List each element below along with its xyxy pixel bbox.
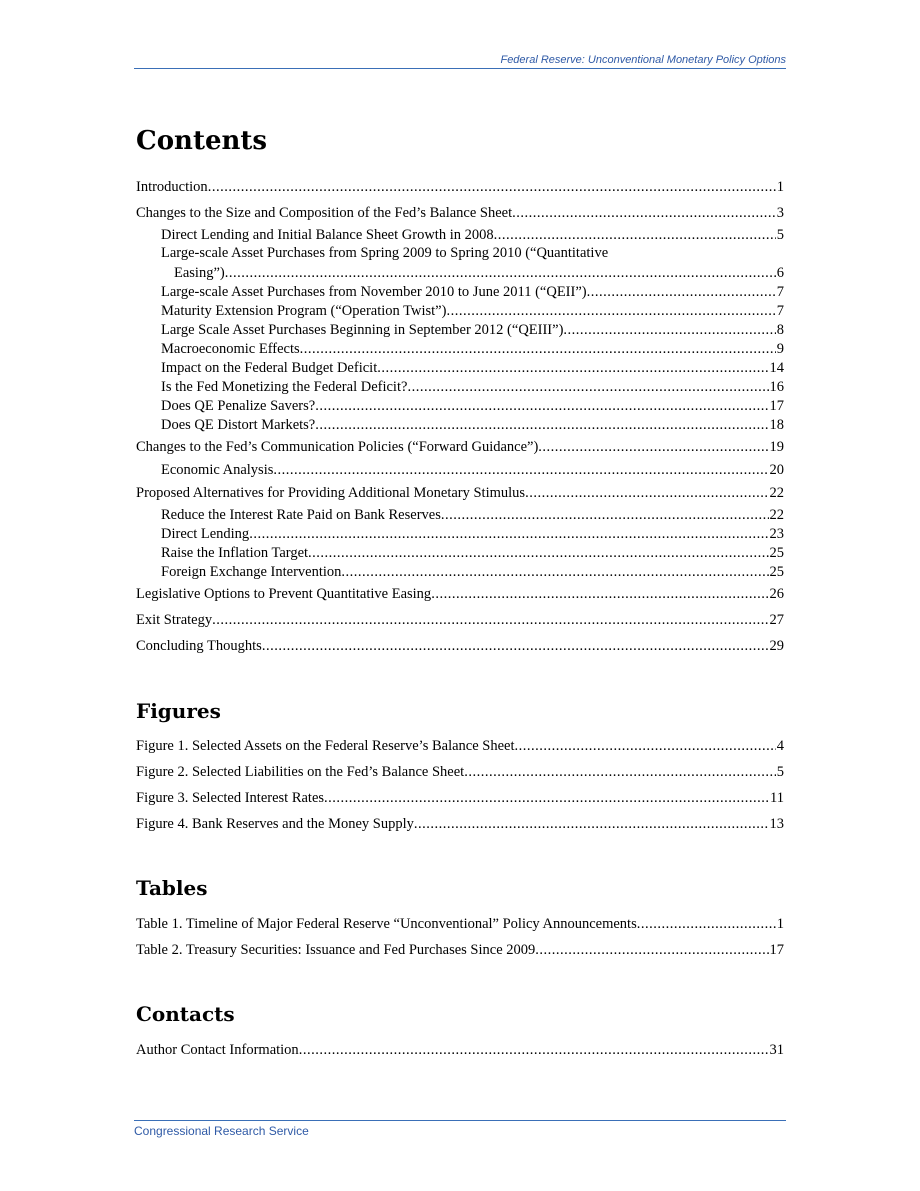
toc-leader	[249, 525, 768, 543]
toc-page-number: 7	[776, 303, 784, 319]
toc-entry-inflation-target[interactable]	[161, 544, 784, 562]
table-entry-2[interactable]	[136, 941, 784, 959]
figure-entry-3[interactable]	[136, 789, 784, 807]
contact-entry-author[interactable]	[136, 1041, 784, 1059]
toc-page-number: 9	[776, 341, 784, 357]
toc-leader	[315, 397, 768, 415]
toc-entry-direct-lending-2008[interactable]	[161, 226, 784, 244]
toc-leader	[414, 815, 769, 833]
toc-entry-macro-effects[interactable]	[161, 340, 784, 358]
toc-page-number: 7	[776, 284, 784, 300]
footer-org: Congressional Research Service	[134, 1124, 309, 1138]
contact-page-number: 31	[769, 1042, 784, 1058]
toc-leader	[515, 737, 776, 755]
table-entry-text: Table 1. Timeline of Major Federal Reserve “Unconventional” Policy Announcements	[136, 916, 637, 932]
toc-entry-distort-markets[interactable]	[161, 416, 784, 434]
contacts-heading: Contacts	[136, 1002, 235, 1026]
toc-entry-text: Concluding Thoughts	[136, 638, 262, 654]
toc-entry-text: Easing”)	[174, 265, 225, 281]
toc-page-number: 22	[769, 507, 784, 523]
toc-page-number: 18	[769, 417, 784, 433]
toc-page-number: 5	[776, 227, 784, 243]
toc-leader	[273, 461, 768, 479]
toc-entry-text: Raise the Inflation Target	[161, 545, 309, 561]
toc-leader	[341, 563, 768, 581]
toc-entry-operation-twist[interactable]	[161, 302, 784, 320]
toc-leader	[525, 484, 768, 502]
toc-entry-legislative-options[interactable]	[136, 585, 784, 603]
toc-entry-text: Changes to the Fed’s Communication Policies (“Forward Guidance”)	[136, 439, 539, 455]
table-entry-text: Table 2. Treasury Securities: Issuance and Fed Purchases Since 2009	[136, 942, 536, 958]
toc-entry-text: Changes to the Size and Composition of the Fed’s Balance Sheet	[136, 205, 513, 221]
toc-entry-monetizing[interactable]	[161, 378, 784, 396]
toc-leader	[212, 611, 768, 629]
toc-entry-economic-analysis[interactable]	[161, 461, 784, 479]
toc-entry-text: Introduction	[136, 179, 208, 195]
toc-entry-text: Proposed Alternatives for Providing Additional Monetary Stimulus	[136, 485, 526, 501]
toc-leader	[299, 1041, 769, 1059]
toc-leader	[494, 226, 776, 244]
toc-entry-text: Exit Strategy	[136, 612, 213, 628]
figure-entry-text: Figure 3. Selected Interest Rates	[136, 790, 325, 806]
figure-page-number: 13	[769, 816, 784, 832]
toc-entry-forward-guidance[interactable]	[136, 438, 784, 456]
toc-page-number: 26	[769, 586, 784, 602]
toc-entry-balance-sheet[interactable]	[136, 204, 784, 222]
figure-entry-text: Figure 2. Selected Liabilities on the Fed’s Balance Sheet	[136, 764, 465, 780]
toc-entry-concluding-thoughts[interactable]	[136, 637, 784, 655]
toc-leader	[324, 789, 769, 807]
toc-leader	[563, 321, 775, 339]
toc-entry-proposed-alternatives[interactable]	[136, 484, 784, 502]
toc-page-number: 8	[776, 322, 784, 338]
figure-page-number: 4	[776, 738, 784, 754]
toc-leader	[262, 637, 769, 655]
toc-entry-fx-intervention[interactable]	[161, 563, 784, 581]
table-page-number: 17	[769, 942, 784, 958]
toc-leader	[300, 340, 776, 358]
toc-entry-text: Large-scale Asset Purchases from November 2010 to June 2011 (“QEII”)	[161, 284, 587, 300]
toc-entry-text: Legislative Options to Prevent Quantitative Easing	[136, 586, 432, 602]
toc-page-number: 16	[769, 379, 784, 395]
toc-leader	[512, 204, 776, 222]
toc-entry-direct-lending[interactable]	[161, 525, 784, 543]
toc-leader	[464, 763, 776, 781]
toc-entry-text: Direct Lending and Initial Balance Sheet Growth in 2008	[161, 227, 494, 243]
toc-entry-text: Economic Analysis	[161, 462, 274, 478]
toc-leader	[441, 506, 769, 524]
toc-leader	[538, 438, 768, 456]
contact-entry-text: Author Contact Information	[136, 1042, 299, 1058]
toc-leader	[315, 416, 768, 434]
figure-entry-text: Figure 4. Bank Reserves and the Money Supply	[136, 816, 414, 832]
table-entry-1[interactable]	[136, 915, 784, 933]
toc-entry-savers[interactable]	[161, 397, 784, 415]
toc-entry-text: Impact on the Federal Budget Deficit	[161, 360, 378, 376]
toc-entry-text: Is the Fed Monetizing the Federal Deficit?	[161, 379, 408, 395]
toc-leader	[446, 302, 775, 320]
contents-heading: Contents	[136, 126, 268, 156]
toc-leader	[431, 585, 768, 603]
toc-leader	[535, 941, 768, 959]
figure-entry-1[interactable]	[136, 737, 784, 755]
toc-entry-budget-deficit[interactable]	[161, 359, 784, 377]
toc-entry-text: Does QE Penalize Savers?	[161, 398, 316, 414]
toc-leader	[225, 264, 776, 282]
toc-page-number: 1	[776, 179, 784, 195]
toc-page-number: 19	[769, 439, 784, 455]
toc-entry-qe1-line1[interactable]: Large-scale Asset Purchases from Spring 2009 to Spring 2010 (“Quantitative	[161, 245, 609, 261]
figure-entry-text: Figure 1. Selected Assets on the Federal Reserve’s Balance Sheet	[136, 738, 515, 754]
toc-entry-qe2[interactable]	[161, 283, 784, 301]
toc-page-number: 22	[769, 485, 784, 501]
toc-entry-text: Large Scale Asset Purchases Beginning in September 2012 (“QEIII”)	[161, 322, 564, 338]
toc-page-number: 25	[769, 545, 784, 561]
tables-heading: Tables	[136, 876, 208, 900]
toc-entry-qe3[interactable]	[161, 321, 784, 339]
toc-leader	[587, 283, 776, 301]
toc-page-number: 29	[769, 638, 784, 654]
toc-entry-reserves-rate[interactable]	[161, 506, 784, 524]
table-page-number: 1	[776, 916, 784, 932]
toc-page-number: 14	[769, 360, 784, 376]
toc-entry-text: Macroeconomic Effects	[161, 341, 300, 357]
figure-page-number: 5	[776, 764, 784, 780]
toc-page-number: 17	[769, 398, 784, 414]
figures-heading: Figures	[136, 699, 221, 723]
toc-entry-text: Direct Lending	[161, 526, 250, 542]
toc-page-number: 20	[769, 462, 784, 478]
toc-entry-exit-strategy[interactable]	[136, 611, 784, 629]
page-footer	[134, 1120, 786, 1138]
toc-page-number: 3	[776, 205, 784, 221]
toc-leader	[407, 378, 768, 396]
toc-leader	[377, 359, 768, 377]
toc-page-number: 27	[769, 612, 784, 628]
toc-entry-text: Does QE Distort Markets?	[161, 417, 316, 433]
toc-leader	[308, 544, 768, 562]
figure-entry-4[interactable]	[136, 815, 784, 833]
running-title: Federal Reserve: Unconventional Monetary Policy Options	[500, 54, 786, 66]
toc-leader	[637, 915, 776, 933]
toc-leader	[208, 178, 776, 196]
toc-entry-introduction[interactable]	[136, 178, 784, 196]
running-header	[134, 53, 786, 69]
toc-page-number: 25	[769, 564, 784, 580]
toc-page-number: 6	[776, 265, 784, 281]
toc-entry-text: Maturity Extension Program (“Operation Twist”)	[161, 303, 447, 319]
figure-entry-2[interactable]	[136, 763, 784, 781]
toc-entry-qe1[interactable]	[174, 264, 784, 282]
toc-entry-text: Foreign Exchange Intervention	[161, 564, 342, 580]
toc-entry-text: Reduce the Interest Rate Paid on Bank Reserves	[161, 507, 441, 523]
toc-page-number: 23	[769, 526, 784, 542]
figure-page-number: 11	[770, 790, 784, 806]
